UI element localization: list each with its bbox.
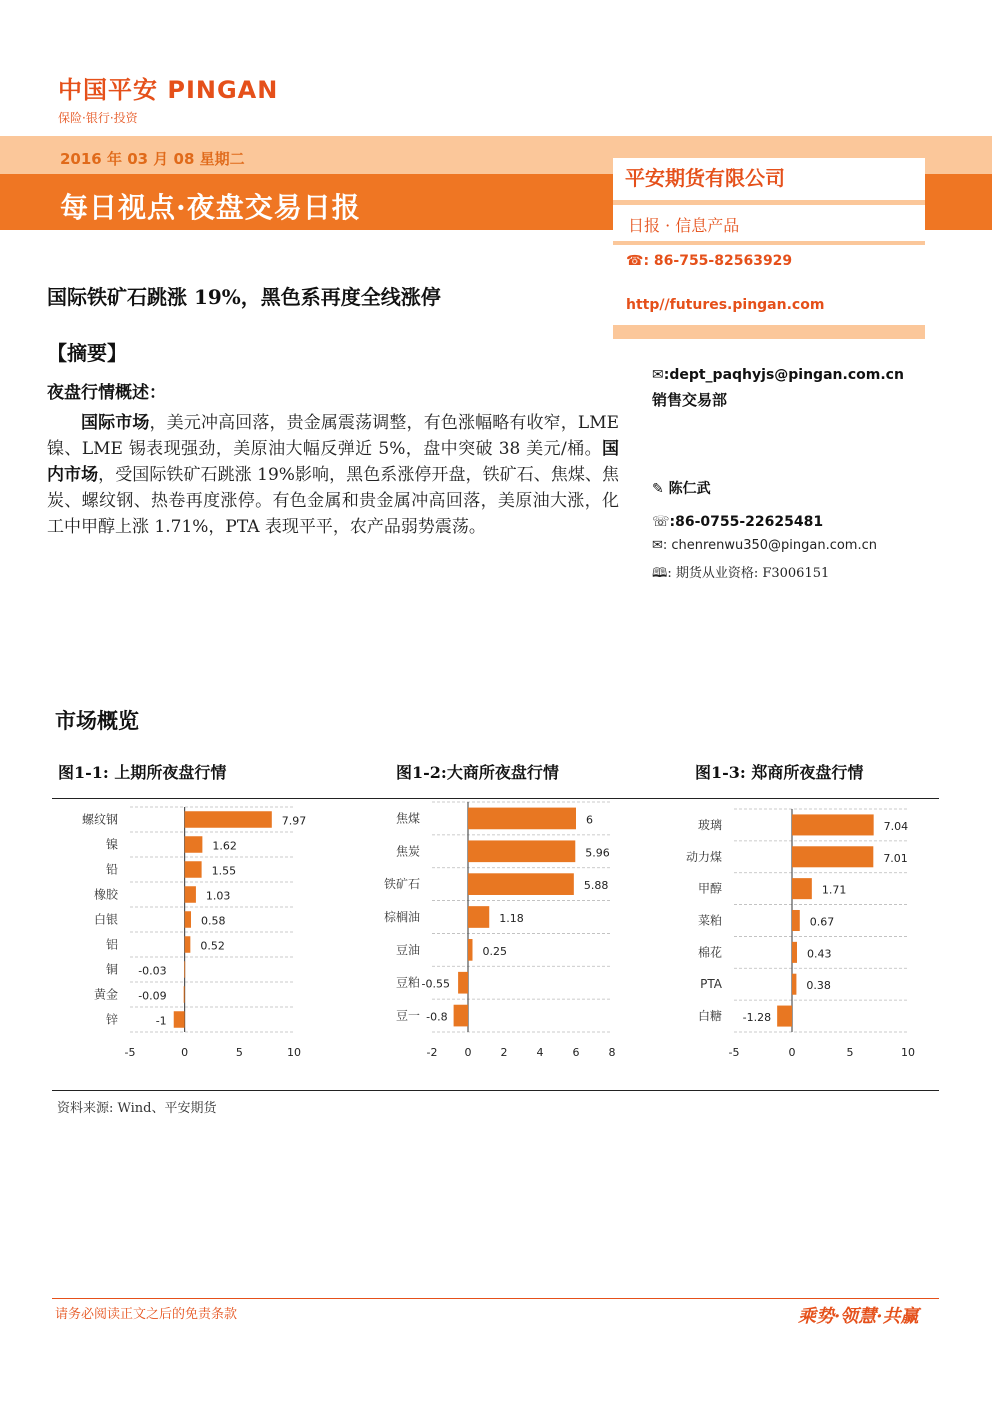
chart-category-label: 铅	[105, 862, 118, 877]
author-email-link[interactable]: ✉: chenrenwu350@pingan.com.cn	[652, 538, 877, 553]
chart-data-label: 1.03	[205, 889, 231, 903]
chart-category-label: 豆油	[395, 942, 420, 957]
chart-bar	[777, 1006, 792, 1027]
info-separator	[613, 241, 925, 245]
overview-heading: 夜盘行情概述：	[47, 383, 166, 403]
text-international: ，美元冲高回落，贵金属震荡调整，有色涨幅略有收窄，LME 镍、LME 锡表现强劲，美原油大幅反弹近 5%，盘中突破 38 美元/桶。	[47, 413, 620, 459]
chart-bar	[454, 1005, 468, 1027]
chart-data-label: -1	[155, 1014, 167, 1028]
chart-bar	[185, 936, 191, 953]
chart-title-czce: 图1-3: 郑商所夜盘行情	[695, 763, 864, 782]
chart-bar	[792, 878, 812, 899]
chart-bar	[174, 1011, 185, 1028]
headline: 国际铁矿石跳涨 19%，黑色系再度全线涨停	[47, 285, 441, 309]
chart-bar	[792, 846, 873, 867]
chart-bar	[185, 861, 202, 878]
chart-tick-label: 8	[608, 1046, 616, 1059]
company-slogan: 乘势·领慧·共赢	[798, 1306, 919, 1327]
chart-tick-label: 5	[846, 1046, 854, 1059]
chart-category-label: 棉花	[697, 945, 722, 960]
chart-category-label: 豆一	[395, 1008, 420, 1023]
chart-category-label: 黄金	[93, 987, 118, 1002]
chart-category-label: PTA	[700, 977, 722, 992]
chart-bar	[458, 972, 468, 994]
chart-tick-label: 10	[287, 1046, 301, 1059]
chart-bar	[792, 942, 797, 963]
chart-tick-label: 0	[464, 1046, 472, 1059]
department-name: 销售交易部	[652, 391, 728, 409]
chart-data-label: -0.03	[138, 964, 167, 978]
chart-data-label: 1.18	[499, 912, 524, 925]
chart-category-label: 铝	[105, 937, 118, 952]
charts-canvas	[52, 800, 939, 1088]
company-website-link[interactable]: http//futures.pingan.com	[626, 297, 825, 313]
report-date: 2016 年 03 月 08 星期二	[60, 150, 245, 168]
chart-title-shfe: 图1-1: 上期所夜盘行情	[58, 763, 227, 782]
chart-data-label: 1.55	[211, 864, 237, 878]
chart-tick-label: 0	[181, 1046, 189, 1059]
chart-tick-label: 0	[788, 1046, 796, 1059]
chart-tick-label: 6	[572, 1046, 580, 1059]
chart-title-dce: 图1-2:大商所夜盘行情	[396, 763, 559, 782]
pingan-logo	[58, 70, 318, 125]
chart-tick-label: 4	[536, 1046, 544, 1059]
chart-category-label: 螺纹钢	[81, 812, 118, 827]
company-name: 平安期货有限公司	[625, 166, 785, 190]
chart-data-label: -1.28	[742, 1011, 772, 1025]
author-certificate: 🕮: 期货从业资格: F3006151	[652, 566, 830, 581]
chart-data-label: 0.52	[200, 939, 225, 953]
chart-data-label: 7.04	[883, 819, 909, 833]
chart-data-label: 0.25	[482, 944, 507, 958]
overview-paragraph	[47, 410, 619, 540]
chart-bar	[185, 836, 203, 853]
chart-bar	[792, 974, 796, 995]
chart-bar	[468, 873, 574, 895]
chart-data-label: 0.58	[201, 914, 226, 928]
chart-data-label: 6	[586, 813, 593, 827]
chart-data-label: 0.67	[809, 915, 835, 929]
info-separator	[613, 325, 925, 339]
chart-category-label: 菜粕	[697, 913, 722, 928]
charts-top-rule	[52, 798, 939, 799]
chart-tick-label: -5	[728, 1046, 740, 1059]
chart-category-label: 焦炭	[395, 844, 420, 859]
chart-category-label: 铜	[105, 962, 118, 977]
chart-data-label: 7.01	[883, 851, 908, 865]
chart-category-label: 白银	[93, 912, 118, 927]
chart-category-label: 锌	[105, 1012, 118, 1027]
chart-category-label: 白糖	[697, 1009, 722, 1024]
chart-category-label: 豆粕	[395, 975, 420, 990]
logo-main-text: 中国平安 PINGAN	[58, 76, 279, 104]
chart-data-label: -0.55	[421, 977, 450, 991]
chart-data-label: 7.97	[281, 814, 307, 828]
chart-bar	[184, 986, 185, 1003]
chart-bar	[468, 808, 576, 830]
chart-data-label: 1.71	[821, 883, 847, 897]
author-phone: ☏:86-0755-22625481	[652, 514, 824, 530]
chart-bar	[185, 886, 196, 903]
company-phone: ☎: 86-755-82563929	[626, 253, 793, 269]
chart-category-label: 橡胶	[93, 887, 118, 902]
chart-tick-label: -2	[426, 1046, 438, 1059]
chart-category-label: 棕榈油	[383, 910, 420, 924]
chart-data-label: 5.96	[585, 846, 610, 860]
chart-category-label: 甲醇	[697, 881, 722, 896]
dept-email-link[interactable]: ✉:dept_paqhyjs@pingan.com.cn	[652, 367, 904, 383]
chart-data-label: 0.43	[806, 947, 832, 961]
chart-bar	[792, 814, 874, 835]
chart-data-label: 0.38	[806, 979, 831, 993]
chart-category-label: 镍	[105, 837, 118, 852]
market-overview-heading: 市场概览	[55, 708, 139, 733]
chart-bar	[185, 811, 272, 828]
text-domestic: ，受国际铁矿石跳涨 19%影响，黑色系涨停开盘，铁矿石、焦煤、焦炭、螺纹钢、热卷再度涨停。有色金属和贵金属冲高回落，美原油大涨，化工中甲醇上涨 1.71%，PTA 表现平平，农产品弱势震荡。	[47, 465, 619, 537]
chart-tick-label: 5	[235, 1046, 243, 1059]
chart-bar	[185, 911, 191, 928]
chart-data-label: 1.62	[212, 839, 237, 853]
logo-sub-text: 保险·银行·投资	[58, 111, 138, 125]
chart-bar	[468, 906, 489, 928]
abstract-heading: 【摘要】	[47, 341, 127, 365]
chart-category-label: 玻璃	[697, 817, 722, 832]
lead-domestic: 国内市场	[47, 439, 619, 485]
chart-category-label: 焦煤	[395, 811, 420, 826]
chart-data-label: -0.8	[426, 1010, 448, 1024]
chart-data-label: 5.88	[583, 879, 609, 893]
report-title: 每日视点·夜盘交易日报	[60, 191, 361, 224]
chart-tick-label: 10	[901, 1046, 915, 1059]
chart-bar	[468, 939, 473, 961]
chart-category-label: 铁矿石	[383, 877, 420, 892]
chart-tick-label: 2	[500, 1046, 508, 1059]
chart-category-label: 动力煤	[685, 849, 722, 864]
lead-international: 国际市场	[81, 413, 150, 433]
chart-tick-label: -5	[124, 1046, 136, 1059]
chart-bar	[184, 961, 185, 978]
charts-bottom-rule	[52, 1090, 939, 1091]
report-type-label: 日报 · 信息产品	[628, 216, 740, 235]
disclaimer-link[interactable]: 请务必阅读正文之后的免责条款	[55, 1307, 238, 1322]
chart-bar	[468, 840, 575, 862]
footer-rule	[52, 1298, 939, 1299]
chart-data-label: -0.09	[138, 989, 167, 1003]
chart-bar	[792, 910, 800, 931]
data-source: 资料来源: Wind、平安期货	[57, 1101, 217, 1116]
author-name: ✎ 陈仁武	[652, 481, 711, 497]
